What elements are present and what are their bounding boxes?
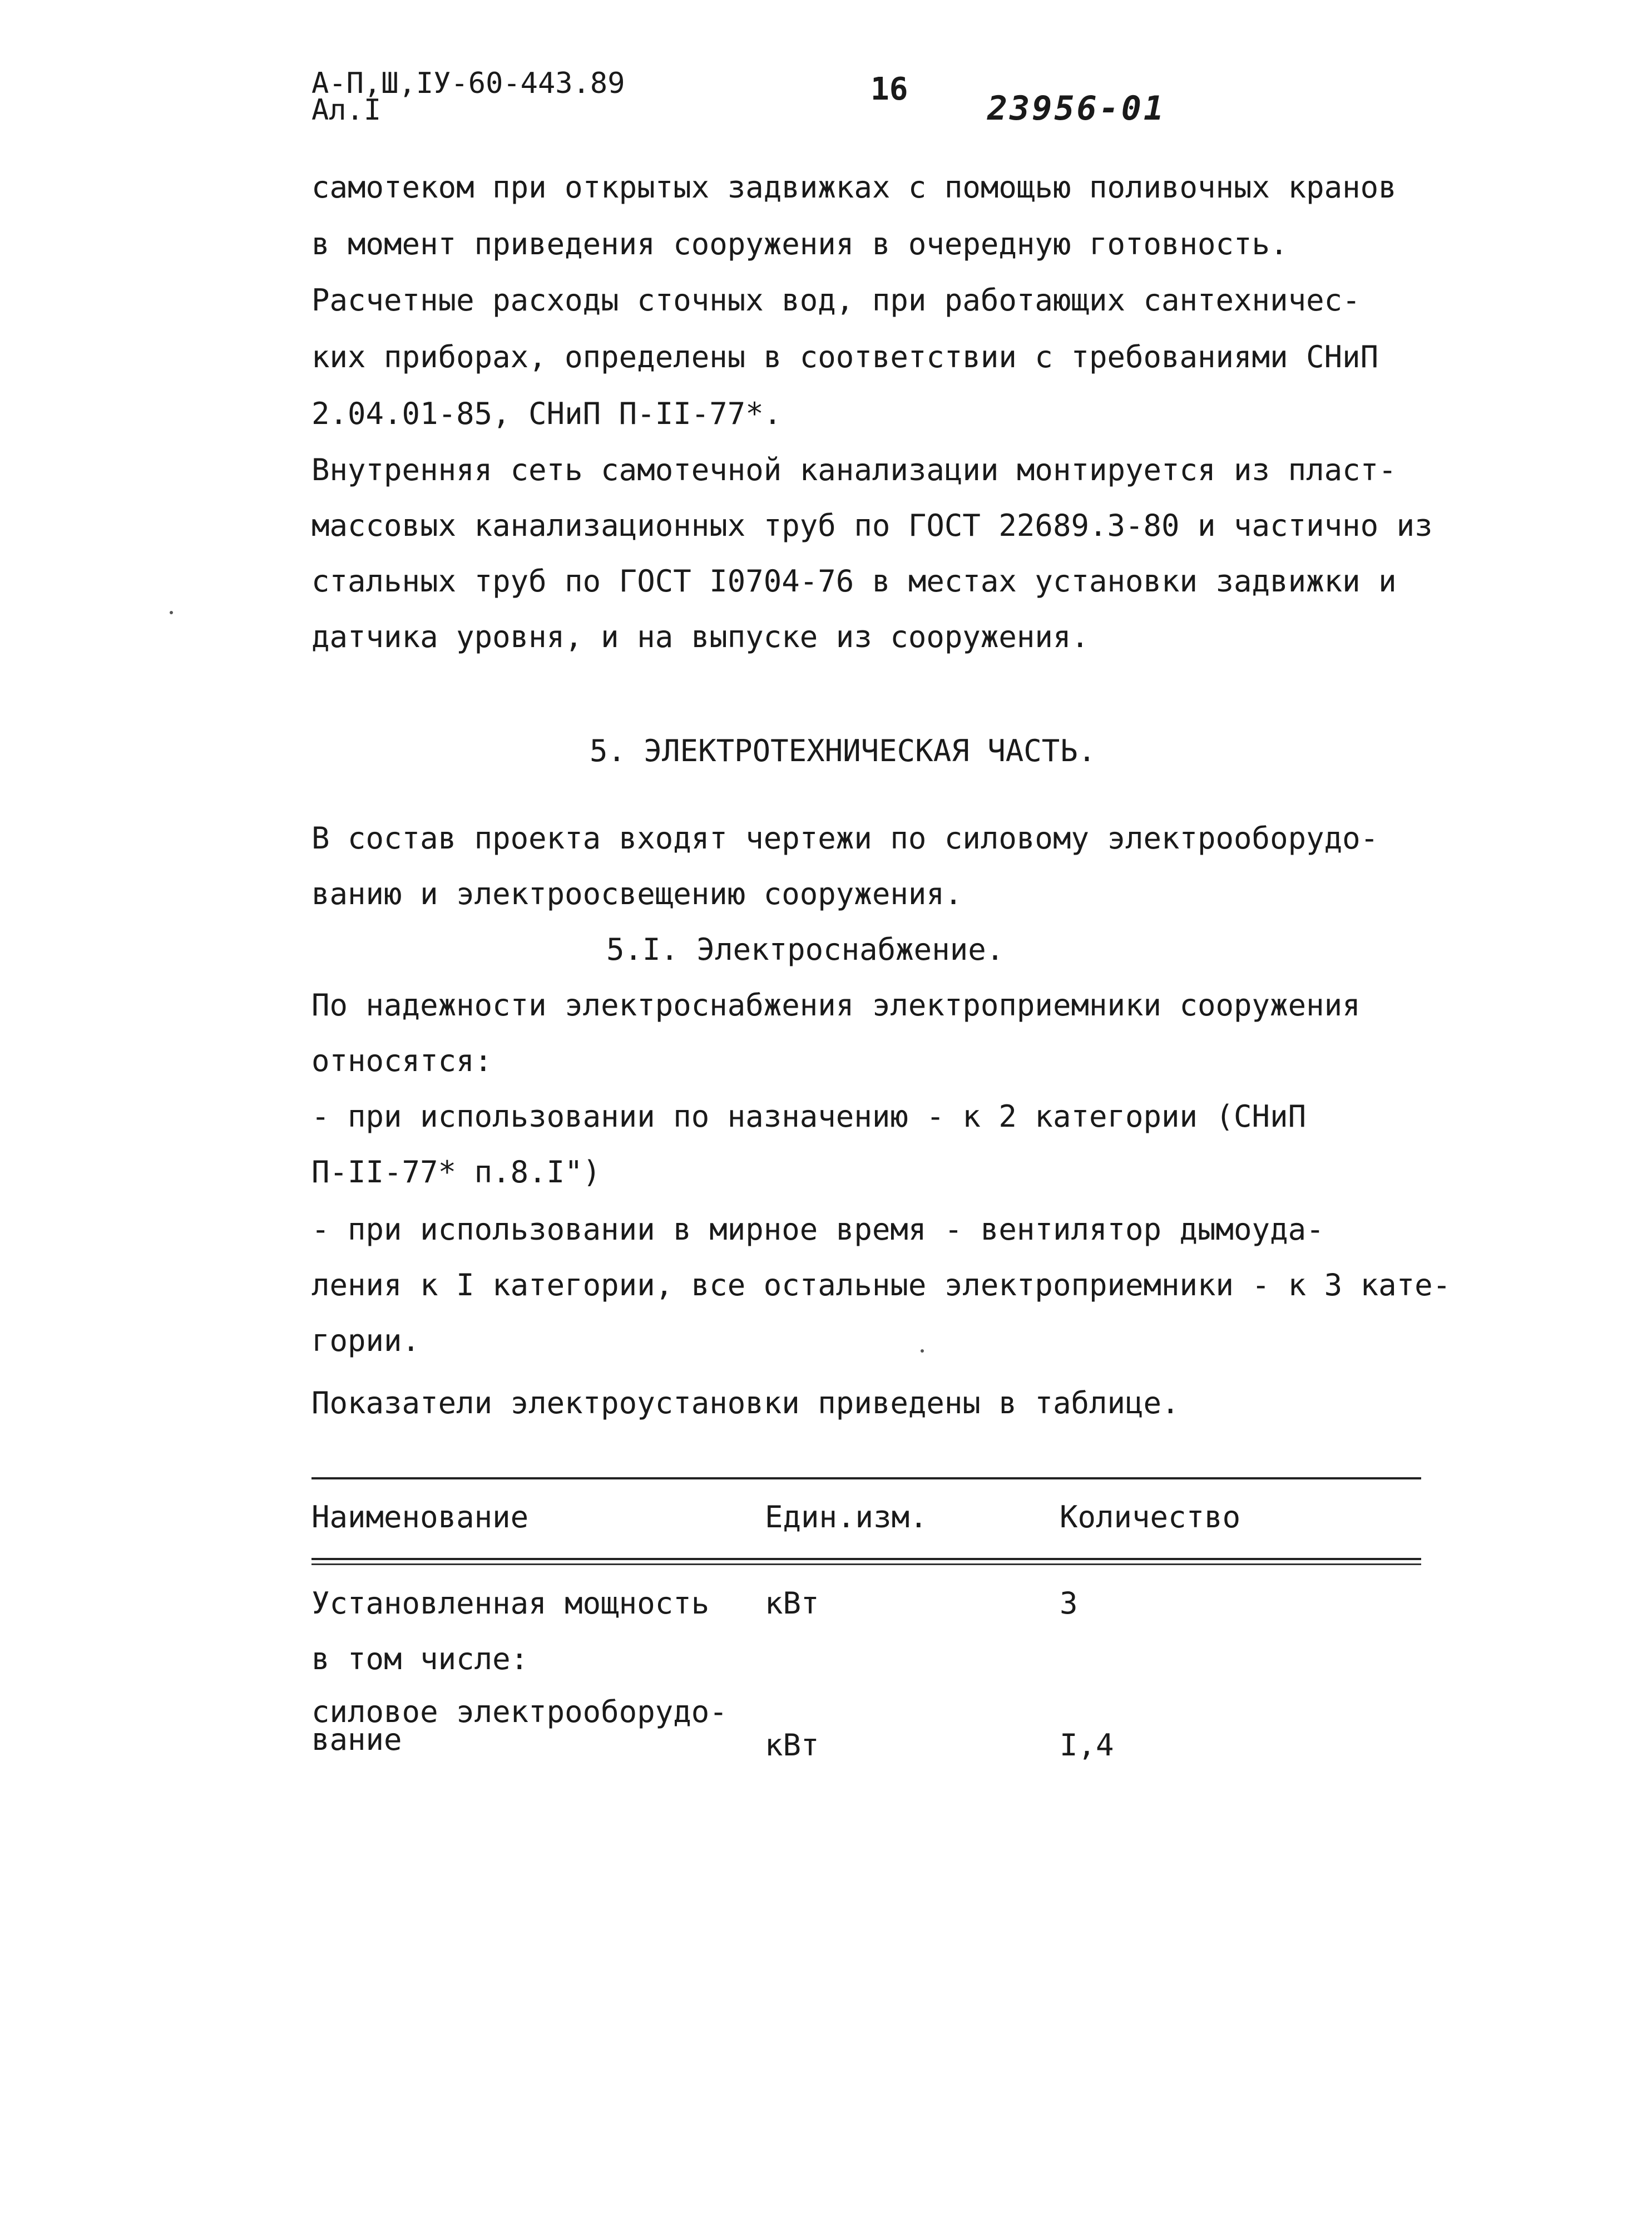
scan-speck (921, 1349, 924, 1353)
body-line: стальных труб по ГОСТ I0704-76 в местах установки задвижки и (311, 564, 1397, 599)
table-header-unit: Един.изм. (765, 1499, 928, 1535)
section-title: 5. ЭЛЕКТРОТЕХНИЧЕСКАЯ ЧАСТЬ. (590, 733, 1096, 768)
body-line: массовых канализационных труб по ГОСТ 22689.3-80 и частично из (311, 508, 1433, 543)
body-line: датчика уровня, и на выпуске из сооружения. (311, 619, 1089, 654)
subsection-line: относятся: (311, 1043, 493, 1078)
subsection-line: - при использовании по назначению - к 2 категории (СНиП (311, 1099, 1307, 1134)
body-line: в момент приведения сооружения в очередную готовность. (311, 226, 1288, 262)
table-header-qty: Количество (1060, 1499, 1241, 1535)
table-header-rule-2 (311, 1563, 1421, 1565)
table-header-name: Наименование (311, 1499, 529, 1535)
body-line: 2.04.01-85, СНиП П-II-77*. (311, 396, 782, 431)
subsection-title: 5.I. Электроснабжение. (606, 932, 1005, 967)
table-row-name: в том числе: (311, 1641, 529, 1676)
table-row-qty: 3 (1060, 1586, 1078, 1621)
table-row-name: силовое электрооборудо- (311, 1694, 728, 1729)
subsection-line: П-II-77* п.8.I") (311, 1155, 601, 1190)
section-line: В состав проекта входят чертежи по силовому электрооборудо- (311, 821, 1379, 856)
table-row-qty: I,4 (1060, 1728, 1114, 1763)
section-line: ванию и электроосвещению сооружения. (311, 876, 963, 911)
subsection-line: По надежности электроснабжения электроприемники сооружения (311, 988, 1361, 1023)
document-code-line1: А-П,Ш,IУ-60-443.89 (311, 67, 625, 100)
document-number: 23956-01 (987, 89, 1166, 128)
page-number: 16 (870, 71, 908, 107)
scan-speck (170, 611, 173, 614)
table-header-rule (311, 1558, 1421, 1560)
body-line: Расчетные расходы сточных вод, при работающих сантехничес- (311, 283, 1361, 318)
document-code-line2: Ал.I (311, 93, 382, 127)
body-line: Внутренняя сеть самотечной канализации монтируется из пласт- (311, 452, 1397, 487)
subsection-line: ления к I категории, все остальные электроприемники - к 3 кате- (311, 1267, 1451, 1303)
table-row-unit: кВт (765, 1728, 819, 1763)
subsection-line: - при использовании в мирное время - вентилятор дымоуда- (311, 1212, 1324, 1247)
subsection-line: гории. (311, 1323, 421, 1358)
body-line: ких приборах, определены в соответствии с требованиями СНиП (311, 339, 1379, 374)
table-top-rule (311, 1477, 1421, 1479)
table-row-name-cont: вание (311, 1722, 402, 1757)
table-row-unit: кВт (765, 1586, 819, 1621)
table-row-name: Установленная мощность (311, 1586, 710, 1621)
subsection-line: Показатели электроустановки приведены в таблице. (311, 1385, 1180, 1420)
document-code (311, 67, 625, 127)
body-line: самотеком при открытых задвижках с помощью поливочных кранов (311, 170, 1397, 205)
